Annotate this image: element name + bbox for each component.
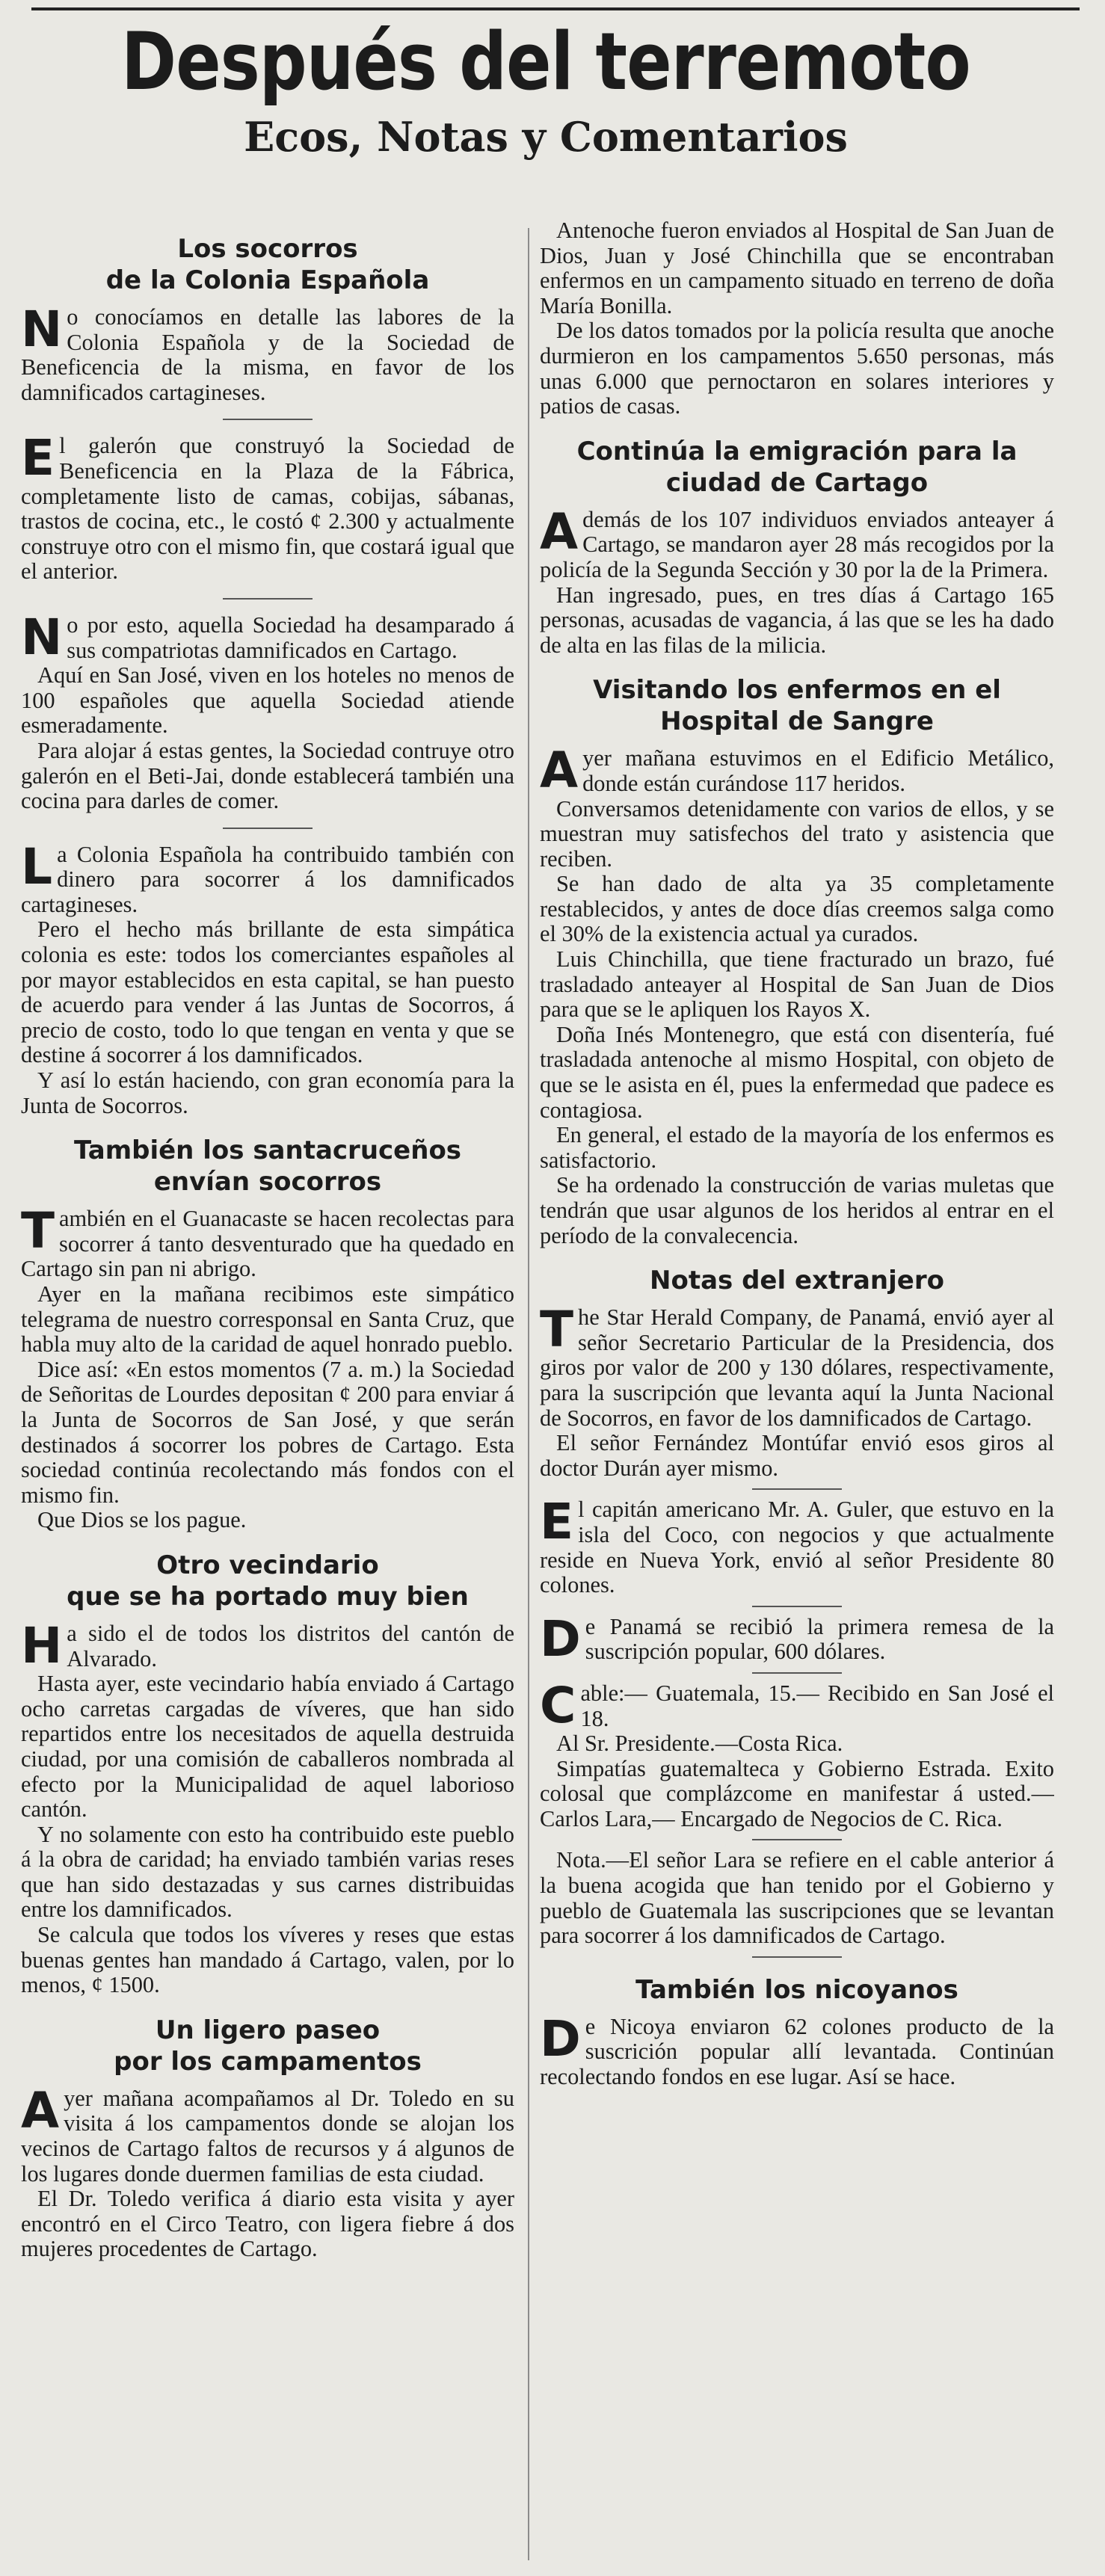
paragraph: [21, 429, 514, 585]
drop-cap: L: [21, 837, 53, 896]
drop-cap: A: [21, 2081, 60, 2139]
headline-colonia-espanola: Los socorros de la Colonia Española: [105, 234, 430, 295]
paragraph: En general, el estado de la mayoría de los enfermos es satisfactorio.: [540, 1122, 1054, 1173]
headline-nicoyanos: También los nicoyanos: [635, 1974, 958, 2005]
drop-cap: A: [540, 502, 579, 561]
paragraph-text: yer mañana estuvimos en el Edificio Metálico, donde están curándose 117 heridos.: [582, 745, 1054, 796]
paragraph: Luis Chinchilla, que tiene fracturado un brazo, fué trasladado anteayer al Hospital de San Juan de Dios para que se le apliquen los Rayos X.: [540, 946, 1054, 1023]
paragraph-text: a Colonia Española ha contribuido también con dinero para socorrer á los damnificados cartagineses.: [21, 841, 514, 917]
drop-cap: D: [540, 2009, 581, 2068]
paragraph: Ayer en la mañana recibimos este simpático telegrama de nuestro corresponsal en Santa Cruz, que habla muy alto de la caridad de aquel honrado pueblo.: [21, 1281, 514, 1358]
paragraph: El Dr. Toledo verifica á diario esta visita y ayer encontró en el Circo Teatro, con ligera fiebre á dos mujeres procedentes de Cartago.: [21, 2186, 514, 2262]
paragraph: Y así lo están haciendo, con gran economía para la Junta de Socorros.: [21, 1067, 514, 1118]
headline-santacrucenos: También los santacruceños envían socorros: [73, 1136, 462, 1198]
paragraph: [540, 1609, 1054, 1668]
paragraph: [540, 1676, 1054, 1734]
paragraph: [540, 1301, 1054, 1431]
paragraph: [21, 1616, 514, 1674]
separator: [223, 828, 313, 829]
separator: [752, 1956, 842, 1958]
separator: [752, 1839, 842, 1840]
paragraph: Doña Inés Montenegro, que está con disentería, fué trasladada antenoche al mismo Hospital, con objeto de que se le asista en él, pues la enfermedad que padece es contagiosa.: [540, 1021, 1054, 1123]
paragraph: [21, 1202, 514, 1282]
paragraph: [21, 301, 514, 405]
separator: [752, 1606, 842, 1607]
paragraph-text: able:— Guatemala, 15.— Recibido en San José el 18.: [580, 1680, 1054, 1731]
separator: [752, 1672, 842, 1674]
paragraph: Aquí en San José, viven en los hoteles no menos de 100 españoles que aquella Sociedad atiende esmeradamente.: [21, 662, 514, 739]
column-left: [21, 233, 514, 2558]
paragraph: [540, 502, 1054, 583]
paragraph: Nota.—El señor Lara se refiere en el cable anterior á la buena acogida que han tenido por el Gobierno y pueblo de Guatemala las suscripciones que se levantan para socorrer á los damnificados de Cartago.: [540, 1847, 1054, 1949]
headline-otro-vecindario: Otro vecindario que se ha portado muy bien: [67, 1550, 469, 1612]
paragraph-text: o conocíamos en detalle las labores de la Colonia Española y de la Sociedad de Beneficencia de la misma, en favor de los damnificados cartagineses.: [21, 304, 514, 405]
headline-ligero-paseo: Un ligero paseo por los campamentos: [114, 2015, 422, 2077]
paragraph: Simpatías guatemalteca y Gobierno Estrada. Exito colosal que complázcome en manifestar á usted.—Carlos Lara,— Encargado de Negocios de C. Rica.: [540, 1755, 1054, 1831]
drop-cap: C: [540, 1676, 576, 1734]
paragraph: [21, 2081, 514, 2187]
paragraph-text: demás de los 107 individuos enviados anteayer á Cartago, se mandaron ayer 28 más recogidos por la policía de la Segunda Sección y 30 por la de la Primera.: [540, 506, 1054, 582]
paragraph: Pero el hecho más brillante de esta simpática colonia es este: todos los comerciantes españoles al por mayor establecidos en esta capital, se han puesto de acuerdo para vender á las Juntas de Socorros, á precio de costo, todo lo que tengan en venta y que se destine á socorrer á los damnificados.: [21, 916, 514, 1068]
paragraph: De los datos tomados por la policía resulta que anoche durmieron en los campamentos 5.650 personas, más unas 6.000 que pernoctaron en solares interiores y patios de casas.: [540, 318, 1054, 419]
drop-cap: N: [21, 301, 63, 358]
column-divider: [528, 228, 529, 2560]
paragraph: [21, 608, 514, 666]
paragraph-text: ambién en el Guanacaste se hacen recolectas para socorrer á tanto desventurado que ha quedado en Cartago sin pan ni abrigo.: [21, 1206, 514, 1282]
paragraph: [540, 742, 1054, 800]
column-right: [540, 218, 1054, 2543]
paragraph-text: he Star Herald Company, de Panamá, envió ayer al señor Secretario Particular de la Presidencia, dos giros por valor de 200 y 130 dólares, respectivamente, para la suscripción que levanta aquí la Junta Nacional de Socorros, en favor de los damnificados de Cartago.: [540, 1304, 1054, 1431]
separator: [223, 598, 313, 600]
paragraph: Se ha ordenado la construcción de varias muletas que tendrán que usar algunos de los heridos al entrar en el período de la convalecencia.: [540, 1172, 1054, 1248]
drop-cap: A: [540, 742, 579, 800]
drop-cap: D: [540, 1609, 581, 1668]
paragraph: Dice así: «En estos momentos (7 a. m.) la Sociedad de Señoritas de Lourdes depositan ¢ 200 para enviar á la Junta de Socorros de San José, y que serán destinados á socorrer los pobres de Cartago. Esta sociedad continúa recolectando más fondos con el mismo fin.: [21, 1356, 514, 1508]
paragraph: [540, 1493, 1054, 1598]
page-subtitle: Ecos, Notas y Comentarios: [244, 113, 848, 161]
headline-notas-extranjero: Notas del extranjero: [650, 1266, 944, 1296]
drop-cap: H: [21, 1616, 63, 1674]
paragraph: Han ingresado, pues, en tres días á Cartago 165 personas, acusadas de vagancia, á las que se les ha dado de alta en las filas de la milicia.: [540, 582, 1054, 658]
paragraph: Y no solamente con esto ha contribuido este pueblo á la obra de caridad; ha enviado también varias reses que han sido destazadas y sus carnes distribuidas entre los damnificados.: [21, 1821, 514, 1923]
separator: [752, 1488, 842, 1490]
drop-cap: E: [21, 429, 55, 487]
paragraph: [540, 2009, 1054, 2090]
drop-cap: N: [21, 608, 63, 666]
paragraph-text: l galerón que construyó la Sociedad de Beneficencia en la Plaza de la Fábrica, completamente listo de camas, cobijas, sábanas, trastos de cocina, etc., le costó ¢ 2.300 y actualmente construye otro con el mismo fin, que costará igual que el anterior.: [21, 433, 514, 585]
page-title: Después del terremoto: [121, 16, 970, 108]
drop-cap: T: [21, 1202, 55, 1260]
drop-cap: E: [540, 1493, 574, 1551]
paragraph: Antenoche fueron enviados al Hospital de San Juan de Dios, Juan y José Chinchilla que se encontraban enfermos en un campamento situado en terreno de doña María Bonilla.: [540, 218, 1054, 318]
paragraph: Se calcula que todos los víveres y reses que estas buenas gentes han mandado á Cartago, valen, por lo menos, ¢ 1500.: [21, 1922, 514, 1998]
drop-cap: T: [540, 1301, 574, 1359]
paragraph-text: yer mañana acompañamos al Dr. Toledo en su visita á los campamentos donde se alojan los vecinos de Cartago faltos de recursos y á algunos de los lugares donde duermen familias de esta ciudad.: [21, 2085, 514, 2187]
paragraph-text: l capitán americano Mr. A. Guler, que estuvo en la isla del Coco, con negocios y que actualmente reside en Nueva York, envió al señor Presidente 80 colones.: [540, 1497, 1054, 1598]
separator: [223, 419, 313, 420]
paragraph: Conversamos detenidamente con varios de ellos, y se muestran muy satisfechos del trato y asistencia que reciben.: [540, 795, 1054, 872]
paragraph: Que Dios se los pague.: [37, 1507, 247, 1533]
paragraph-text: o por esto, aquella Sociedad ha desamparado á sus compatriotas damnificados en Cartago.: [67, 611, 514, 663]
paragraph: El señor Fernández Montúfar envió esos giros al doctor Durán ayer mismo.: [540, 1430, 1054, 1481]
paragraph: Al Sr. Presidente.—Costa Rica.: [556, 1731, 843, 1757]
paragraph-text: e Panamá se recibió la primera remesa de la suscripción popular, 600 dólares.: [585, 1613, 1054, 1665]
top-rule: [31, 7, 1080, 10]
paragraph: Para alojar á estas gentes, la Sociedad contruye otro galerón en el Beti-Jai, donde establecerá también una cocina para darles de comer.: [21, 737, 514, 814]
paragraph: Hasta ayer, este vecindario había enviado á Cartago ocho carretas cargadas de víveres, que han sido repartidos entre los necesitados de aquella destruida ciudad, por una comisión de caballeros nombrada al efecto por la Municipalidad de aquel laborioso cantón.: [21, 1671, 514, 1822]
paragraph: [21, 837, 514, 918]
masthead: [30, 13, 1062, 163]
paragraph-text: e Nicoya enviaron 62 colones producto de la suscrición popular allí levantada. Continúan recolectando fondos en ese lugar. Así se hace.: [540, 2013, 1054, 2090]
paragraph: Se han dado de alta ya 35 completamente restablecidos, y antes de doce días creemos salga como el 30% de la existencia actual ya curados.: [540, 871, 1054, 947]
headline-hospital-de-sangre: Visitando los enfermos en el Hospital de Sangre: [593, 675, 1001, 737]
paragraph-text: a sido el de todos los distritos del cantón de Alvarado.: [67, 1620, 514, 1671]
headline-emigracion: Continúa la emigración para la ciudad de Cartago: [576, 436, 1018, 498]
